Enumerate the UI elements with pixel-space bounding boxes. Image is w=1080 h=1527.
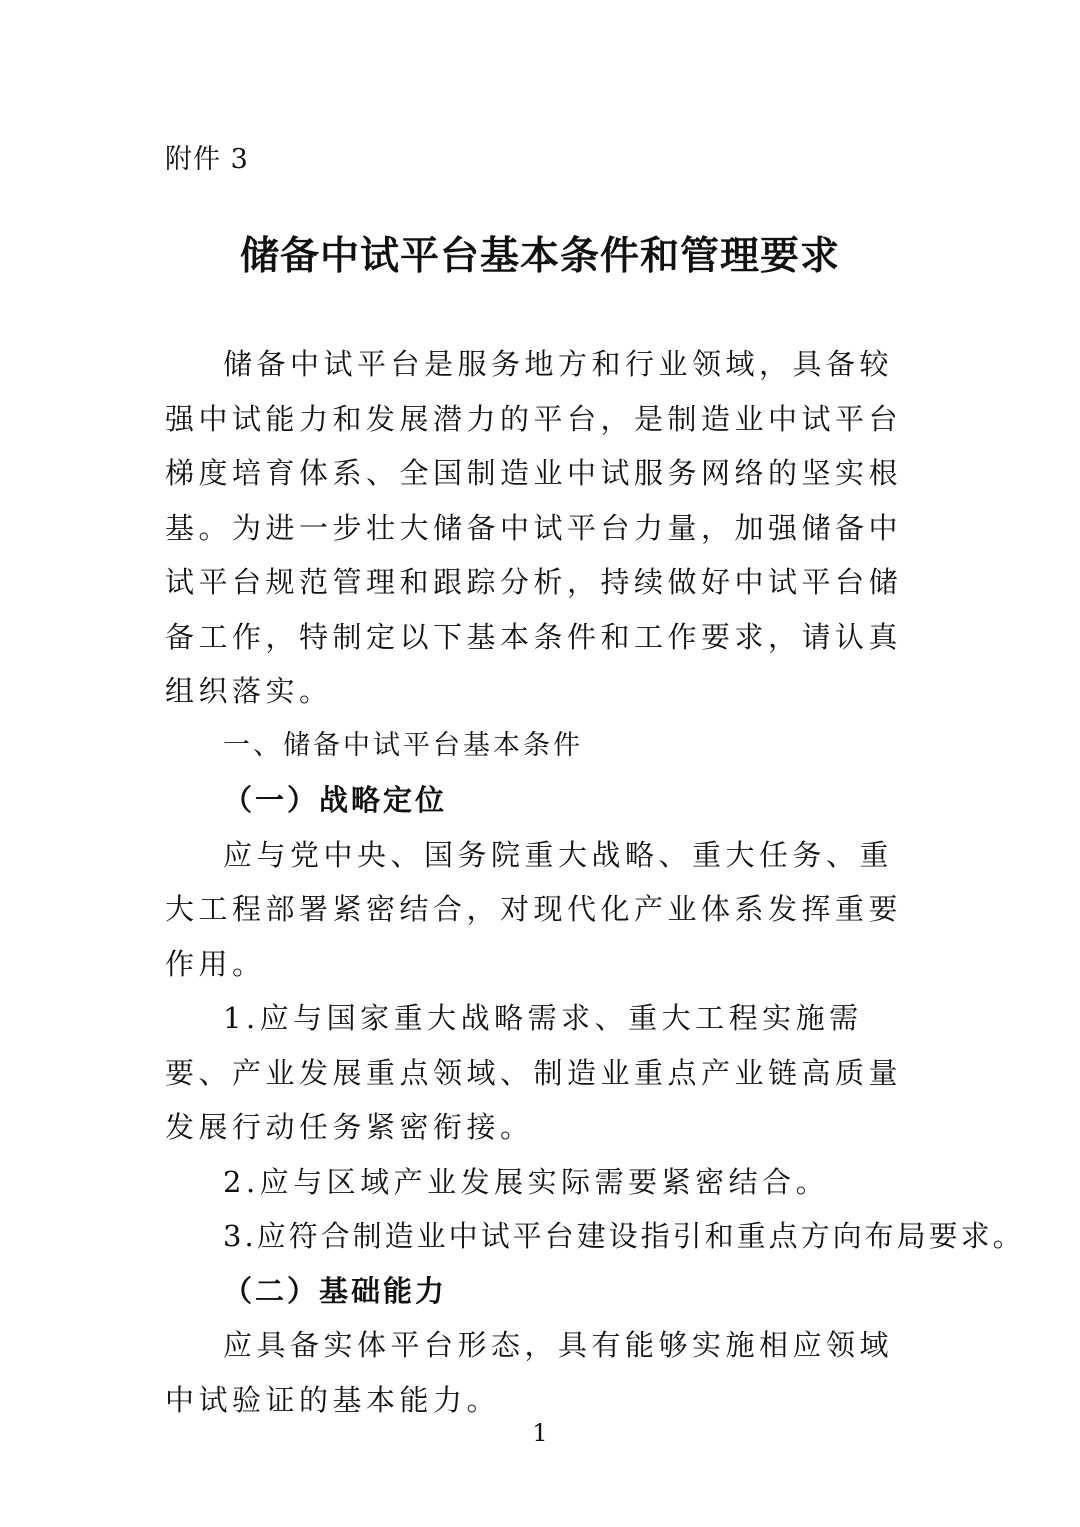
section-heading-basic-conditions: 一、储备中试平台基本条件 xyxy=(223,729,583,761)
page-number: 1 xyxy=(532,1419,548,1447)
list-item-3: 3.应符合制造业中试平台建设指引和重点方向布局要求。 xyxy=(223,1219,1025,1253)
document-title: 储备中试平台基本条件和管理要求 xyxy=(239,233,840,279)
list-item-2: 2.应与区域产业发展实际需要紧密结合。 xyxy=(223,1164,830,1199)
attachment-label: 附件 3 xyxy=(165,144,249,175)
basic-capability-paragraph: 应具备实体平台形态，具有能够实施相应领域中试验证的基本能力。 xyxy=(165,1328,894,1417)
intro-paragraph: 储备中试平台是服务地方和行业领域，具备较强中试能力和发展潜力的平台，是制造业中试平台梯度培育体系、全国制造业中试服务网络的坚实根基。为进一步壮大储备中试平台力量，加强储备中试平台规范管理和跟踪分析，持续做好中试平台储备工作，特制定以下基本条件和工作要求，请认真组织落实。 xyxy=(165,347,903,708)
strategic-positioning-paragraph: 应与党中央、国务院重大战略、重大任务、重大工程部署紧密结合，对现代化产业体系发挥重要作用。 xyxy=(165,837,903,981)
subsection-heading-basic-capability: （二）基础能力 xyxy=(223,1273,448,1308)
list-item-1: 1.应与国家重大战略需求、重大工程实施需要、产业发展重点领域、制造业重点产业链高质量发展行动任务紧密衔接。 xyxy=(165,1001,903,1144)
subsection-heading-strategic-positioning: （一）战略定位 xyxy=(223,783,448,817)
document-body xyxy=(165,337,1025,1427)
